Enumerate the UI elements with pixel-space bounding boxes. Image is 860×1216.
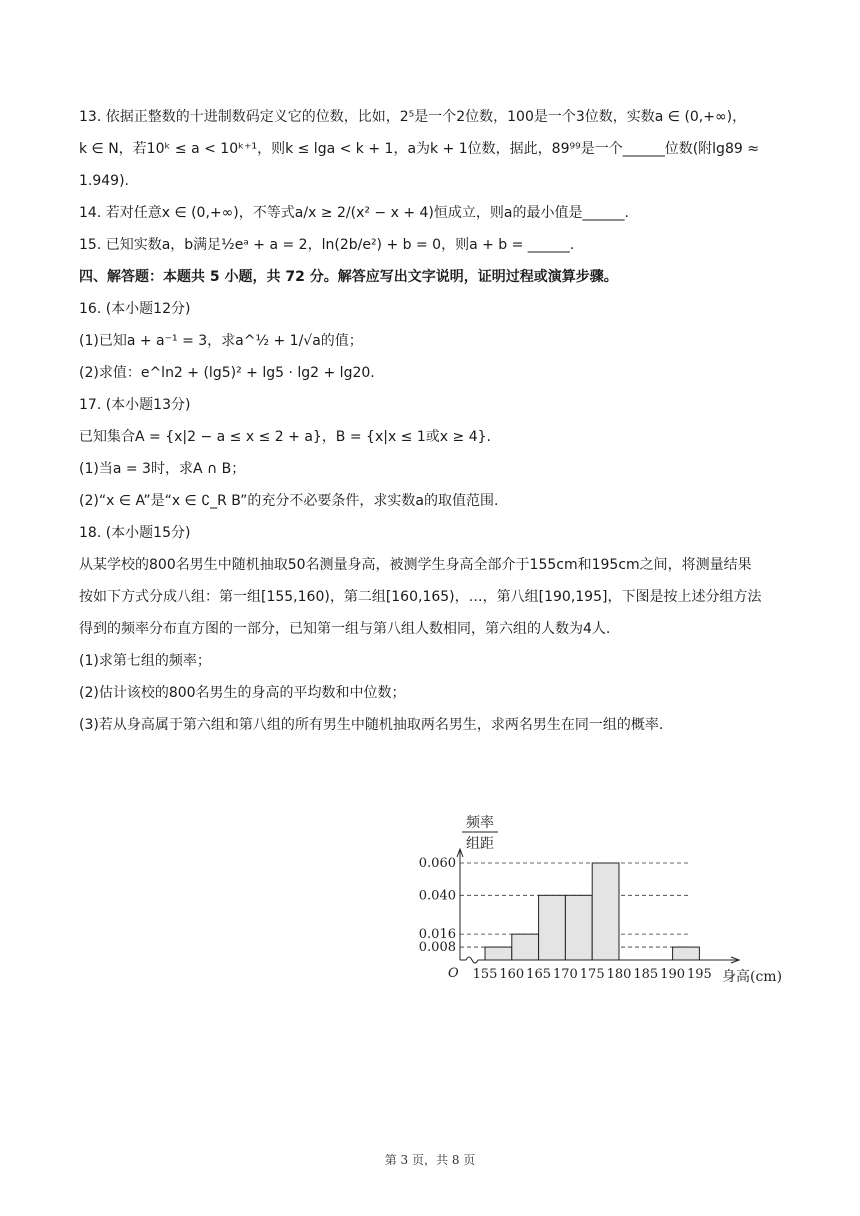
q16-title: 16. (本小题12分) [79,301,191,317]
histogram-bar-165-170 [539,895,566,960]
q18-part-3: (3)若从身高属于第六组和第八组的所有男生中随机抽取两名男生，求两名男生在同一组的概率. [79,717,664,733]
x-tick-label: 195 [686,967,712,982]
x-axis-break [466,957,478,963]
q15-line: 15. 已知实数a，b满足½eᵃ + a = 2，ln(2b/e²) + b = 0，则a + b = ______. [79,237,575,253]
page-footer: 第 3 页，共 8 页 [384,1153,476,1167]
x-tick-label: 190 [660,967,686,982]
y-tick-label: 0.016 [418,927,456,943]
section-heading: 四、解答题：本题共 5 小题，共 72 分。解答应写出文字说明，证明过程或演算步骤。 [79,269,618,285]
q14-line: 14. 若对任意x ∈ (0,+∞)，不等式a/x ≥ 2/(x² − x + 4)恒成立，则a的最小值是______. [79,205,629,221]
histogram-bar-190-195 [673,947,700,960]
q18-stem-1: 从某学校的800名男生中随机抽取50名测量身高，被测学生身高全部介于155cm和195cm之间，将测量结果 [79,557,752,573]
q18-stem-3: 得到的频率分布直方图的一部分，已知第一组与第八组人数相同，第六组的人数为4人. [79,621,611,637]
x-tick-label: 165 [526,967,552,982]
q18-stem-2: 按如下方式分成八组：第一组[155,160)，第二组[160,165)，…，第八组[190,195]，下图是按上述分组方法 [79,589,762,605]
q18-part-1: (1)求第七组的频率； [79,653,211,669]
q13-line-2: k ∈ N，若10ᵏ ≤ a < 10ᵏ⁺¹，则k ≤ lga < k + 1，a为k + 1位数，据此，89⁹⁹是一个______位数(附lg89 ≈ [79,141,759,157]
q13-line-3: 1.949). [79,173,129,189]
q18-title: 18. (本小题15分) [79,525,191,541]
x-tick-label: 170 [552,967,578,982]
histogram-bar-160-165 [512,934,539,960]
y-axis-label-top: 频率 [466,815,494,831]
x-tick-label: 185 [633,967,659,982]
y-axis-label-bottom: 组距 [466,836,494,852]
histogram-svg [410,805,790,995]
q17-title: 17. (本小题13分) [79,397,191,413]
histogram-bar-175-180 [592,863,619,960]
y-tick-label: 0.040 [418,888,456,904]
origin-label: O [448,966,459,981]
q16-part-1: (1)已知a + a⁻¹ = 3，求a^½ + 1/√a的值； [79,333,363,349]
q18-part-2: (2)估计该校的800名男生的身高的平均数和中位数； [79,685,406,701]
x-tick-label: 175 [579,967,605,982]
histogram-bar-155-160 [485,947,512,960]
histogram-chart [410,805,790,995]
q17-stem: 已知集合A = {x|2 − a ≤ x ≤ 2 + a}，B = {x|x ≤ 1或x ≥ 4}. [79,429,491,445]
x-axis-label: 身高(cm) [722,969,783,985]
q17-part-1: (1)当a = 3时，求A ∩ B； [79,461,246,477]
x-tick-label: 155 [472,967,498,982]
x-tick-label: 180 [606,967,632,982]
q16-part-2: (2)求值：e^ln2 + (lg5)² + lg5 · lg2 + lg20. [79,365,375,381]
histogram-bar-170-175 [565,895,592,960]
x-tick-label: 160 [499,967,525,982]
question-content [79,108,785,748]
q13-line-1: 13. 依据正整数的十进制数码定义它的位数，比如，2⁵是一个2位数，100是一个3位数，实数a ∈ (0,+∞)， [79,109,747,125]
y-tick-label: 0.060 [418,856,456,871]
q17-part-2: (2)“x ∈ A”是“x ∈ ∁_R B”的充分不必要条件，求实数a的取值范围. [79,493,499,509]
y-tick-label: 0.008 [418,940,456,956]
